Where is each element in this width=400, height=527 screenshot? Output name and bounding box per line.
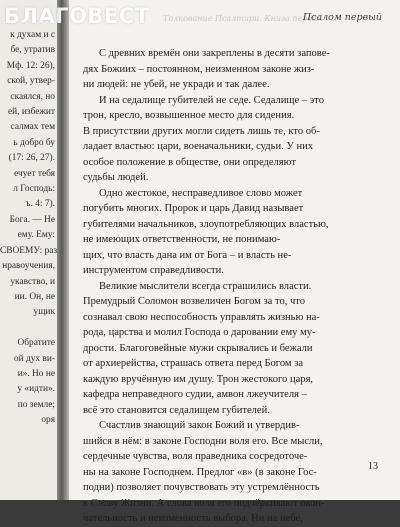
text-line: дрости. Благоговейные мужи скрывались и бежали — [83, 342, 313, 354]
text-line: Счастлив знающий закон Божий и утвердив- — [99, 420, 300, 431]
text-line: особое положение в обществе, они определяют — [83, 156, 296, 168]
text-line: В присутствии других могли сидеть лишь те, кто об- — [83, 125, 320, 137]
left-page-line: оря — [41, 415, 55, 426]
text-line: судьбы людей. — [83, 172, 149, 183]
text-line: сердечные чувства, воля праведника сосредоточе- — [83, 451, 308, 462]
text-line: губителями начальников, злоупотребляющих властью, — [83, 218, 329, 230]
right-page — [69, 0, 400, 524]
left-page-line: ъ. 4: 7). — [25, 199, 55, 210]
text-line: погубить многих. Пророк и царь Давид называет — [83, 203, 304, 214]
left-page-line: у «идти». — [17, 384, 55, 395]
text-line: ладает властью: цари, военачальники, судьи. У них — [83, 141, 314, 152]
paragraph — [83, 418, 379, 527]
text-line: И на седалище губителей не седе. Седалище – это — [99, 94, 325, 106]
text-line: инструментом справедливости. — [83, 265, 224, 276]
left-page-text — [0, 28, 57, 429]
text-line: трон, кресло, возвышенное место для сидения. — [83, 110, 295, 121]
text-line: С древних времён они закреплены в десяти запове- — [99, 48, 330, 59]
left-page-line: (17: 26, 27). — [8, 153, 55, 164]
text-line: Великие мыслители всегда страшились власти. — [99, 280, 312, 292]
left-page-line: салмах тем — [10, 122, 55, 133]
left-page-line: ущик — [33, 307, 55, 318]
left-page-line: скаялся, но — [10, 91, 55, 102]
text-line: каждую вручённую им душу. Трон жестокого царя, — [83, 373, 314, 385]
left-page-line: ечует тебя — [14, 168, 55, 179]
left-page-line: ь добро бу — [13, 137, 55, 148]
text-line: Одно жестокое, несправедливое слово может — [99, 187, 303, 199]
page-body-text — [83, 46, 379, 527]
left-page-line: л Господь: — [13, 184, 55, 195]
left-page-line: укавство, и — [10, 276, 55, 287]
paragraph — [83, 46, 379, 93]
left-page-line: СВОЕМУ: раз — [0, 245, 57, 256]
left-page-line: ской, утвер- — [7, 76, 55, 87]
text-line: рода, царства и молил Господа о даровании ему му- — [83, 327, 316, 338]
left-page-line: нравоучения, — [2, 261, 55, 272]
text-line: ны на законе Господнем. Предлог «в» (в законе Гос- — [83, 466, 317, 478]
text-line: к Слову Жизни. А слова воля его подчёркивают окон- — [83, 497, 325, 509]
text-line: сознавал свою неспособность управлять жизнью на- — [83, 311, 320, 323]
left-page-line: Мф. 12: 26), — [6, 60, 55, 71]
left-page-line — [0, 321, 57, 336]
book-gutter — [57, 0, 69, 500]
left-page-line: к духам и с — [10, 30, 55, 40]
left-page-line: Бога. — Не — [9, 214, 55, 225]
left-page-line: Обратите — [17, 338, 55, 349]
left-page-line: ой дух ви- — [13, 353, 55, 364]
left-page-line: ей, избежит — [8, 107, 55, 118]
text-line: дях Божиих – постоянном, неизменном законе жиз- — [83, 63, 315, 75]
left-page-line: бе, утратив — [10, 45, 55, 56]
text-line: от архиерейства, страшась ответа перед Богом за — [83, 358, 304, 369]
text-line: кафедра неправедного судии, амвон лжеучителя – — [83, 389, 307, 400]
text-line: всё это становится седалищем губителей. — [83, 404, 270, 416]
watermark-logo: БЛАГОВЕСТ — [4, 4, 150, 28]
running-header-section: Псалом первый — [302, 12, 382, 23]
text-line: не имеющих ответственности, не понимаю- — [83, 234, 281, 245]
text-line: щих, что власть дана им от Бога – и власть не- — [83, 249, 292, 261]
text-line: ни людей: не убей, не укради и так далее. — [83, 79, 270, 90]
text-line: шийся в нём: в законе Господни воля его. Все мысли, — [83, 435, 323, 447]
page-number: 13 — [368, 461, 378, 472]
paragraph — [83, 93, 379, 186]
paragraph — [83, 279, 379, 419]
text-line: подни) позволяет почувствовать эту устремлённость — [83, 482, 320, 493]
left-page-line: по земле; — [17, 399, 55, 410]
left-page — [0, 0, 57, 500]
paragraph — [83, 186, 379, 279]
text-line: Премудрый Соломон возвеличен Богом за то, что — [83, 296, 306, 307]
left-page-line: ии. Он, не — [14, 291, 55, 302]
text-line: чательность и неизменность выбора. Ни на небе, — [83, 513, 303, 524]
running-header-title: Толкование Псалтири. Книга первая — [163, 14, 323, 23]
left-page-line: и». Но не — [17, 368, 55, 379]
left-page-line: ему. Ему: — [17, 230, 55, 241]
